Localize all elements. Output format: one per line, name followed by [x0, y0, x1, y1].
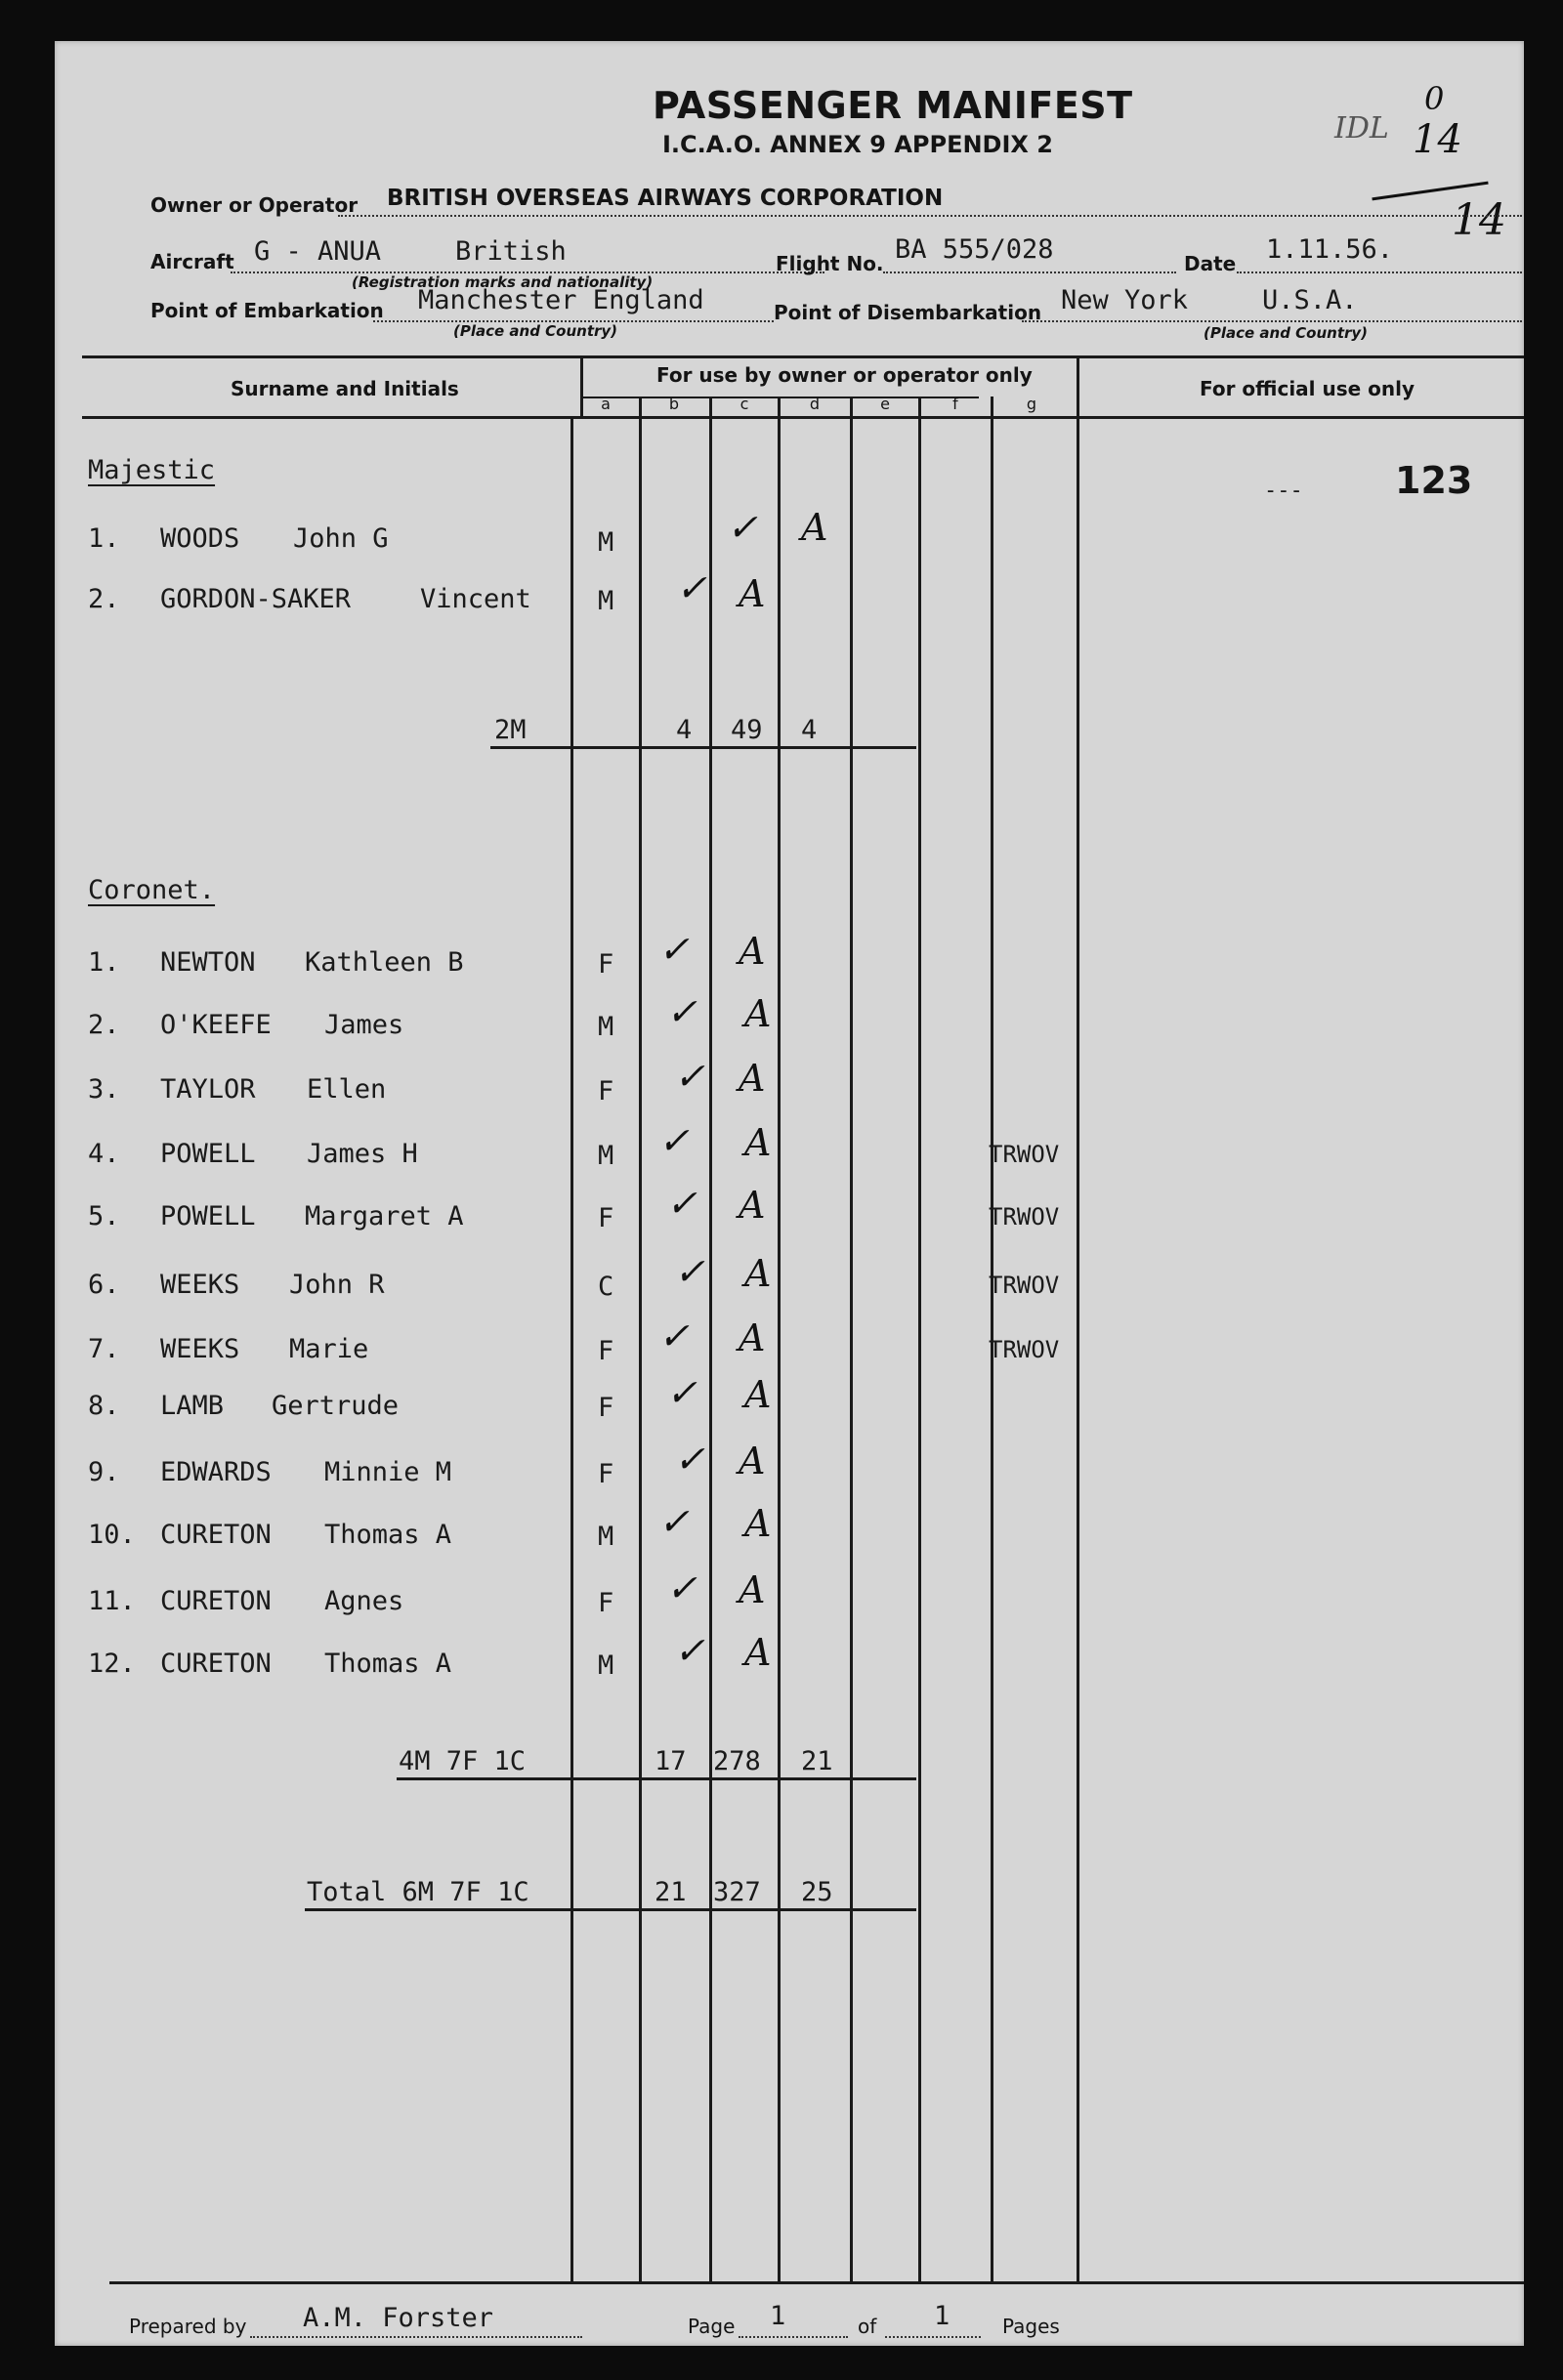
passenger-given: Minnie M: [324, 1457, 452, 1487]
flight-label: Flight No.: [776, 252, 884, 275]
passenger-sex: C: [598, 1272, 614, 1302]
check-mark: ✓: [727, 506, 758, 549]
passenger-sex: M: [598, 586, 614, 616]
passenger-surname: CURETON: [160, 1586, 272, 1616]
check-mark: ✓: [674, 1438, 705, 1481]
remark-trwov: TRWOV: [989, 1336, 1060, 1363]
passenger-sex: F: [598, 949, 614, 980]
embark-note: (Place and Country): [453, 322, 618, 340]
passenger-sex: F: [598, 1588, 614, 1618]
remark-trwov: TRWOV: [989, 1203, 1060, 1231]
disembark-city: New York: [1061, 285, 1189, 315]
passenger-surname: CURETON: [160, 1520, 272, 1550]
check-mark: ✓: [658, 1119, 690, 1162]
passenger-surname: NEWTON: [160, 947, 256, 978]
passenger-surname: WEEKS: [160, 1270, 240, 1300]
check-mark: ✓: [676, 566, 707, 609]
passenger-given: Agnes: [324, 1586, 404, 1616]
col-official-header: For official use only: [1200, 377, 1415, 400]
check-mark: ✓: [666, 1566, 697, 1609]
aircraft-value: G - ANUA: [254, 236, 382, 267]
passenger-number: 2.: [88, 1010, 120, 1040]
passenger-sex: M: [598, 527, 614, 558]
a-mark: A: [744, 1252, 772, 1295]
check-mark: ✓: [658, 1500, 690, 1543]
grand-total-d: 25: [801, 1877, 833, 1907]
check-mark: ✓: [658, 1315, 690, 1357]
date-label: Date: [1184, 252, 1237, 275]
section-heading-majestic: Majestic: [88, 455, 216, 485]
col-letter-g: g: [1026, 395, 1037, 413]
passenger-given: James: [324, 1010, 404, 1040]
pages-label: Pages: [1002, 2315, 1060, 2338]
subtotal-label: 4M 7F 1C: [399, 1746, 527, 1776]
subtotal-b: 17: [655, 1746, 687, 1776]
passenger-sex: M: [598, 1012, 614, 1042]
a-mark: A: [739, 930, 766, 973]
passenger-surname: O'KEEFE: [160, 1010, 272, 1040]
passenger-given: John G: [293, 523, 389, 554]
of-label: of: [858, 2315, 877, 2338]
manifest-subtitle: I.C.A.O. ANNEX 9 APPENDIX 2: [662, 131, 1053, 158]
subtotal-d: 21: [801, 1746, 833, 1776]
passenger-sex: F: [598, 1203, 614, 1233]
col-operator-header: For use by owner or operator only: [656, 363, 1033, 387]
a-mark: A: [739, 1316, 766, 1359]
col-letter-e: e: [880, 395, 890, 413]
check-mark: ✓: [674, 1055, 705, 1098]
remark-trwov: TRWOV: [989, 1272, 1060, 1299]
embark-label: Point of Embarkation: [150, 299, 384, 322]
pages-value: 1: [934, 2301, 950, 2331]
grand-total-b: 21: [655, 1877, 687, 1907]
a-mark: A: [739, 572, 766, 615]
col-letter-b: b: [668, 395, 680, 413]
registration-note: (Registration marks and nationality): [352, 273, 654, 291]
passenger-surname: POWELL: [160, 1139, 256, 1169]
prepared-value: A.M. Forster: [303, 2303, 494, 2333]
official-mark: ---: [1264, 479, 1303, 503]
table-top-rule: [82, 355, 1524, 358]
passenger-surname: WOODS: [160, 523, 240, 554]
a-mark: A: [744, 1631, 772, 1674]
corner-note-idl: IDL: [1334, 111, 1389, 146]
col-letter-c: c: [739, 395, 749, 413]
a-mark: A: [739, 1057, 766, 1100]
passenger-surname: CURETON: [160, 1649, 272, 1679]
passenger-number: 6.: [88, 1270, 120, 1300]
corner-note-bottom: 14: [1452, 195, 1506, 245]
passenger-sex: F: [598, 1459, 614, 1489]
passenger-sex: M: [598, 1141, 614, 1171]
passenger-number: 5.: [88, 1201, 120, 1232]
a-mark: A: [801, 506, 828, 549]
a-mark: A: [739, 1440, 766, 1482]
passenger-sex: F: [598, 1336, 614, 1366]
passenger-number: 3.: [88, 1074, 120, 1105]
passenger-given: Marie: [289, 1334, 369, 1364]
passenger-given: Gertrude: [272, 1391, 400, 1421]
grand-total-label: Total 6M 7F 1C: [307, 1877, 529, 1907]
col-letter-a: a: [601, 395, 611, 413]
passenger-number: 9.: [88, 1457, 120, 1487]
a-mark: A: [744, 1373, 772, 1416]
passenger-sex: F: [598, 1076, 614, 1106]
passenger-surname: GORDON-SAKER: [160, 584, 352, 614]
page-value: 1: [770, 2301, 786, 2331]
grand-total-c: 327: [713, 1877, 761, 1907]
passenger-given: Ellen: [307, 1074, 387, 1105]
a-mark: A: [744, 1121, 772, 1164]
check-mark: ✓: [666, 1371, 697, 1414]
passenger-given: Kathleen B: [305, 947, 464, 978]
col-letter-f: f: [952, 395, 958, 413]
manifest-page: PASSENGER MANIFEST I.C.A.O. ANNEX 9 APPENDIX 2 IDL 0 14 14 Owner or Operator BRITISH OVERSEAS AIRWAYS CORPORATION Aircraft G - ANUA British (Registration marks and nationality) Flight No. BA 555/028 Date 1.11.56. Point of Embarkation Manchester England (Place and Country) Point of Disembarkation New York U.S.A. (Place and Country) Surname and Initials For use by owner or operator only For official use only a b c d e f g --- 123 Majestic 1. WOODS John G M ✓ A 2. GORDON-SAKER Vincent M ✓ A 2M 4 49 4 Coronet. 4M 7F 1C 17 278 21 Total 6M 7F 1C 21 327 25 Prepared by A.M. Forster Page 1 of 1 Pages 1. NEWTON Kathleen B F ✓ A 2. O'KEEFE James M ✓ A 3. TAYLOR Ellen F ✓ A 4. POWELL James H M ✓ A TRWOV 5. POWELL Margaret A F ✓ A TRWOV 6. WEEKS John R C ✓ A TRWOV 7. WEEKS Marie F ✓ A TRWOV 8. LAMB Gertrude F ✓ A 9. EDWARDS Minnie M F ✓ A 10. CURETON Thomas A M ✓ A 11. CURETON Agnes F ✓ A 12. CURETON Thomas A M ✓ A: [55, 41, 1524, 2346]
passenger-number: 11.: [88, 1586, 136, 1616]
passenger-sex: F: [598, 1393, 614, 1423]
passenger-number: 1.: [88, 947, 120, 978]
aircraft-nationality: British: [455, 236, 567, 267]
a-mark: A: [744, 992, 772, 1035]
passenger-number: 7.: [88, 1334, 120, 1364]
footer-rule: [109, 2281, 1524, 2284]
embark-value: Manchester England: [418, 285, 704, 315]
corner-note-zero: 0: [1424, 80, 1445, 117]
check-mark: ✓: [658, 928, 690, 971]
passenger-surname: WEEKS: [160, 1334, 240, 1364]
official-number: 123: [1395, 459, 1473, 502]
a-mark: A: [739, 1184, 766, 1227]
passenger-surname: EDWARDS: [160, 1457, 272, 1487]
passenger-number: 10.: [88, 1520, 136, 1550]
passenger-surname: LAMB: [160, 1391, 225, 1421]
disembark-note: (Place and Country): [1204, 324, 1369, 342]
passenger-number: 8.: [88, 1391, 120, 1421]
subtotal-b: 4: [676, 715, 693, 745]
date-value: 1.11.56.: [1266, 234, 1394, 265]
page-label: Page: [688, 2315, 736, 2338]
subtotal-label: 2M: [494, 715, 527, 745]
section-heading-coronet: Coronet.: [88, 875, 216, 905]
prepared-label: Prepared by: [129, 2315, 247, 2338]
disembark-country: U.S.A.: [1262, 285, 1358, 315]
passenger-given: John R: [289, 1270, 385, 1300]
passenger-sex: M: [598, 1522, 614, 1552]
flight-value: BA 555/028: [895, 234, 1054, 265]
passenger-given: James H: [307, 1139, 418, 1169]
col-letter-d: d: [809, 395, 821, 413]
check-mark: ✓: [666, 990, 697, 1033]
passenger-given: Thomas A: [324, 1649, 452, 1679]
passenger-surname: TAYLOR: [160, 1074, 256, 1105]
passenger-given: Vincent: [420, 584, 531, 614]
owner-label: Owner or Operator: [150, 193, 359, 217]
table-header-rule: [82, 416, 1524, 419]
col-name-header: Surname and Initials: [231, 377, 459, 400]
a-mark: A: [739, 1568, 766, 1611]
subtotal-c: 278: [713, 1746, 761, 1776]
check-mark: ✓: [674, 1629, 705, 1672]
disembark-label: Point of Disembarkation: [774, 301, 1042, 324]
a-mark: A: [744, 1502, 772, 1545]
subtotal-d: 4: [801, 715, 818, 745]
remark-trwov: TRWOV: [989, 1141, 1060, 1168]
manifest-title: PASSENGER MANIFEST: [653, 84, 1133, 127]
owner-value: BRITISH OVERSEAS AIRWAYS CORPORATION: [387, 186, 944, 211]
passenger-number: 12.: [88, 1649, 136, 1679]
passenger-given: Thomas A: [324, 1520, 452, 1550]
subtotal-c: 49: [731, 715, 763, 745]
passenger-number: 4.: [88, 1139, 120, 1169]
corner-note-top: 14: [1413, 117, 1462, 162]
passenger-sex: M: [598, 1650, 614, 1681]
check-mark: ✓: [666, 1182, 697, 1225]
check-mark: ✓: [674, 1250, 705, 1293]
aircraft-label: Aircraft: [150, 250, 234, 273]
passenger-surname: POWELL: [160, 1201, 256, 1232]
passenger-given: Margaret A: [305, 1201, 464, 1232]
